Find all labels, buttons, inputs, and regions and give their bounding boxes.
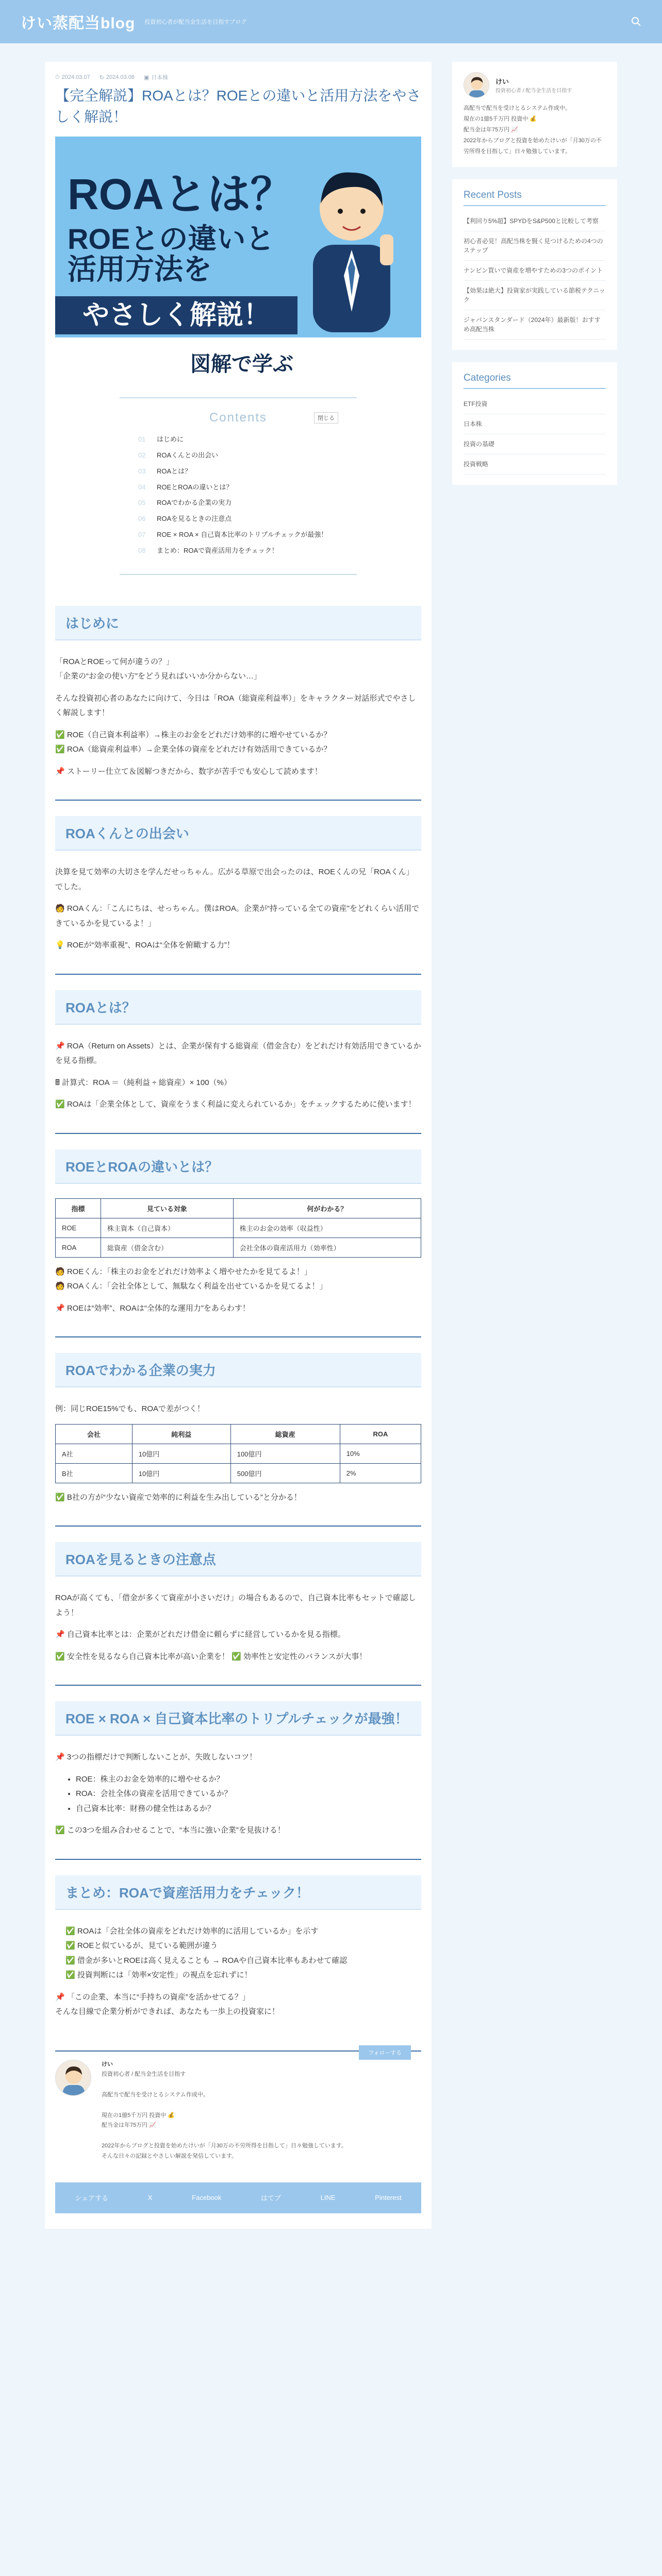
category-link[interactable]: ▣ 日本株 [143,74,169,81]
share-x-button[interactable]: X [147,2194,153,2202]
share-line-button[interactable]: LINE [320,2194,336,2202]
published-date: ⏱ 2024.03.07 [55,74,90,80]
section-heading: ROE × ROA × 自己資本比率のトリプルチェックが最強！ [55,1701,421,1736]
paragraph: 📌 3つの指標だけで判断しないことが、失敗しないコツ！ [55,1753,257,1762]
paragraph: 🧑 ROAくん：「こんにちは、せっちゃん。僕はROA。企業が“持っている全ての資産”をどれくらい活用できているかを見ているよ！」 [55,904,419,928]
table-row: B社 10億円 500億円 2% [56,1463,421,1483]
table-row: A社 10億円 100億円 10% [56,1444,421,1463]
paragraph: 📌 「この企業、本当に“手持ちの資産”を活かせてる？」 そんな目線で企業分析ができれば、あなたも一歩上の投資家に！ [55,1992,280,2016]
table-row: ROE 株主資本（自己資本） 株主のお金の効率（収益性） [56,1218,421,1238]
section-caution [55,1542,421,1686]
section-heading: はじめに [55,606,421,640]
category-link[interactable]: 投資の基礎 [464,434,606,454]
toc-item[interactable]: 04 ROEとROAの違いとは？ [138,483,233,491]
paragraph: 📌 自己資本比率とは：企業がどれだけ借金に頼らずに経営しているかを見る指標。 [55,1630,345,1639]
article-title: 【完全解説】ROAとは？ROEとの違いと活用方法をやさしく解説！ [55,88,421,125]
paragraph: 決算を見て効率の大切さを学んだせっちゃん。広がる草原で出会ったのは、ROEくんの兄「ROAくん」でした。 [55,868,414,891]
table-row: ROA 総資産（借金含む） 会社全体の資産活用力（効率性） [56,1238,421,1257]
share-facebook-button[interactable]: Facebook [192,2194,222,2202]
eyecatch-sub: 図解で学ぶ [190,353,293,376]
toc-item[interactable]: 07 ROE × ROA × 自己資本比率のトリプルチェックが最強！ [138,530,328,538]
category-link[interactable]: ETF投資 [464,394,606,414]
paragraph: ✅ B社の方が“少ない資産で効率的に利益を生み出している”と分かる！ [55,1493,302,1502]
author-box [55,2050,421,2162]
updated-date: ↻ 2024.03.08 [99,74,135,81]
profile-line: 2022年からブログと投資を始めたけいが「月30万の不労所得を目指して」日々勉強しています。 [464,137,602,155]
paragraph: ✅ ROE（自己資本利益率）→株主のお金をどれだけ効率的に増やせているか？ ✅ ROA（総資産利益率）→企業全体の資産をどれだけ有効活用できているか？ [55,730,332,754]
paragraph: ✅ 安全性を見るなら自己資本比率が高い企業を！ ✅ 効率性と安定性のバランスが大事！ [55,1652,367,1661]
eyecatch-line1: ROAとは？ [68,170,294,219]
paragraph: 🖩 計算式：ROA ＝（純利益 ÷ 総資産）× 100（%） [55,1078,231,1087]
list-item: ✅ ROEと似ているが、見ている範囲が違う [65,1941,218,1951]
section-triple-check [55,1701,421,1860]
article-meta [55,62,421,81]
profile-name: けい [495,78,509,86]
section-meeting [55,816,421,975]
share-label: シェアする [75,2194,109,2202]
category-link[interactable]: 投資戦略 [464,454,606,474]
example-table: 会社 純利益 総資産 ROA A社 10億円 100億円 10% B社 10億円 500億円 2% [55,1424,421,1483]
recent-posts-widget [452,179,617,350]
toc-close-button[interactable]: 閉じる [314,412,338,423]
section-heading: ROAとは？ [55,990,421,1025]
paragraph: 🧑 ROEくん：「株主のお金をどれだけ効率よく増やせたかを見てるよ！」 🧑 ROAくん：「会社全体として、無駄なく利益を出せているかを見てるよ！」 [55,1267,327,1291]
author-name: けい [102,2061,113,2067]
comparison-table: 指標 見ている対象 何がわかる？ ROE 株主資本（自己資本） 株主のお金の効率（収益性） ROA 総資産（借金含む） 会社全体の資産活用力（効率性） [55,1198,421,1258]
section-summary [55,1875,421,2020]
section-heading: ROAを見るときの注意点 [55,1542,421,1577]
section-what-is-roa [55,990,421,1134]
recent-post-link[interactable]: ナンピン買いで資産を増やすための3つのポイント [464,261,606,281]
follow-button[interactable]: フォローする [359,2045,411,2060]
list-item: ✅ ROAは「会社全体の資産をどれだけ効率的に活用しているか」を示す [65,1926,319,1936]
list-item: ✅ 借金が多いとROEは高く見えることも → ROAや自己資本比率もあわせて確認 [65,1956,347,1965]
eyecatch-banner: やさしく解説！ [55,296,297,334]
author-bio: けい 投資初心者 / 配当金生活を目指す 高配当で配当を受けとるシステム作成中。 現在の1億5千万円 投資中 💰 配当金は年75万円 📈 2022年からブログと投資を始めたけいが「月30万の不労所得を目指して」日々勉強しています。 そんな日々の記録とやさしい解説を発信しています。 [102,2060,347,2162]
share-bar [55,2182,421,2213]
businessman-illustration [303,157,401,332]
paragraph: ROAが高くても、「借金が多くて資産が小さいだけ」の場合もあるので、自己資本比率もセットで確認しよう！ [55,1594,416,1617]
paragraph: 📌 ROEは“効率”、ROAは“全体的な運用力”をあらわす！ [55,1303,250,1313]
share-hatena-button[interactable]: はてブ [260,2194,281,2202]
paragraph: 「ROAとROEって何が違うの？」 「企業の“お金の使い方”をどう見ればいいか分からない…」 [55,657,261,681]
section-roe-vs-roa [55,1149,421,1338]
recent-post-link[interactable]: 初心者必見！高配当株を賢く見つけるための4つのステップ [464,231,606,261]
profile-role: 投資初心者 / 配当金生活を目指す [495,88,572,94]
toc-item[interactable]: 03 ROAとは？ [138,467,192,475]
summary-list [65,1924,421,1983]
section-heading: ROAくんとの出会い [55,816,421,851]
site-header [0,0,662,43]
sidebar [452,62,617,2229]
toc-item[interactable]: 08 まとめ：ROAで資産活用力をチェック！ [138,546,278,554]
site-tagline: 投資初心者が配当金生活を目指すブログ [144,19,247,25]
paragraph: 📌 ROA（Return on Assets）とは、企業が保有する総資産（借金含む）をどれだけ有効活用できているかを見る指標。 [55,1041,421,1065]
categories-widget [452,362,617,485]
section-heading: まとめ：ROAで資産活用力をチェック！ [55,1875,421,1910]
section-company-strength [55,1353,421,1527]
eyecatch-image [55,137,421,379]
eyecatch-line2: ROEとの違いと 活用方法を [68,223,275,285]
profile-line: 配当金は年75万円 📈 [464,126,518,133]
profile-widget [452,62,617,167]
list-item: ✅ 投資判断には「効率×安定性」の視点を忘れずに！ [65,1971,252,1980]
list-item: • ROA：会社全体の資産を活用できているか？ [76,1787,421,1802]
paragraph: そんな投資初心者のあなたに向けて、今日は「ROA（総資産利益率）」をキャラクター対話形式でやさしく解説します！ [55,693,416,718]
list-item: • ROE：株主のお金を効率的に増やせるか？ [76,1772,421,1787]
recent-post-link[interactable]: ジャパンスタンダード（2024年）最新版！おすすめ高配当株 [464,310,606,340]
toc-item[interactable]: 01 はじめに [138,435,184,444]
recent-post-link[interactable]: 【利回り5%超】SPYDをS&P500と比較して考察 [464,211,606,231]
category-link[interactable]: 日本株 [464,414,606,434]
toc-item[interactable]: 06 ROAを見るときの注意点 [138,515,232,523]
profile-line: 現在の1億5千万円 投資中 💰 [464,115,537,122]
paragraph: ✅ この3つを組み合わせることで、“本当に強い企業”を見抜ける！ [55,1826,285,1835]
recent-post-link[interactable]: 【効果は絶大】投資家が実践している節税テクニック [464,281,606,310]
toc-title: Contents [209,411,268,425]
paragraph: 例：同じROE15%でも、ROAで差がつく！ [55,1404,205,1414]
avatar [55,2060,91,2096]
share-pinterest-button[interactable]: Pinterest [375,2194,402,2202]
toc-item[interactable]: 02 ROAくんとの出会い [138,451,219,459]
bullet-list [76,1772,421,1817]
section-heading: ROAでわかる企業の実力 [55,1353,421,1387]
paragraph: 💡 ROEが“効率重視”、ROAは“全体を俯瞰する力”！ [55,941,235,950]
list-item: • 自己資本比率：財務の健全性はあるか？ [76,1802,421,1817]
profile-line: 高配当で配当を受けとるシステム作成中。 [464,105,571,111]
avatar [464,72,489,98]
site-title[interactable]: けい蒸配当blog [21,15,136,32]
toc-item[interactable]: 05 ROAでわかる企業の実力 [138,499,232,507]
paragraph: ✅ ROAは「企業全体として、資産をうまく利益に変えられているか」をチェックするために使います！ [55,1100,416,1109]
widget-title: Categories [464,372,606,389]
article [45,62,432,2229]
search-icon[interactable] [631,16,641,27]
widget-title: Recent Posts [464,190,606,206]
paragraph: 📌 ストーリー仕立て＆図解つきだから、数字が苦手でも安心して読めます！ [55,767,322,776]
table-of-contents [120,397,357,574]
section-intro [55,606,421,801]
section-heading: ROEとROAの違いとは？ [55,1149,421,1184]
